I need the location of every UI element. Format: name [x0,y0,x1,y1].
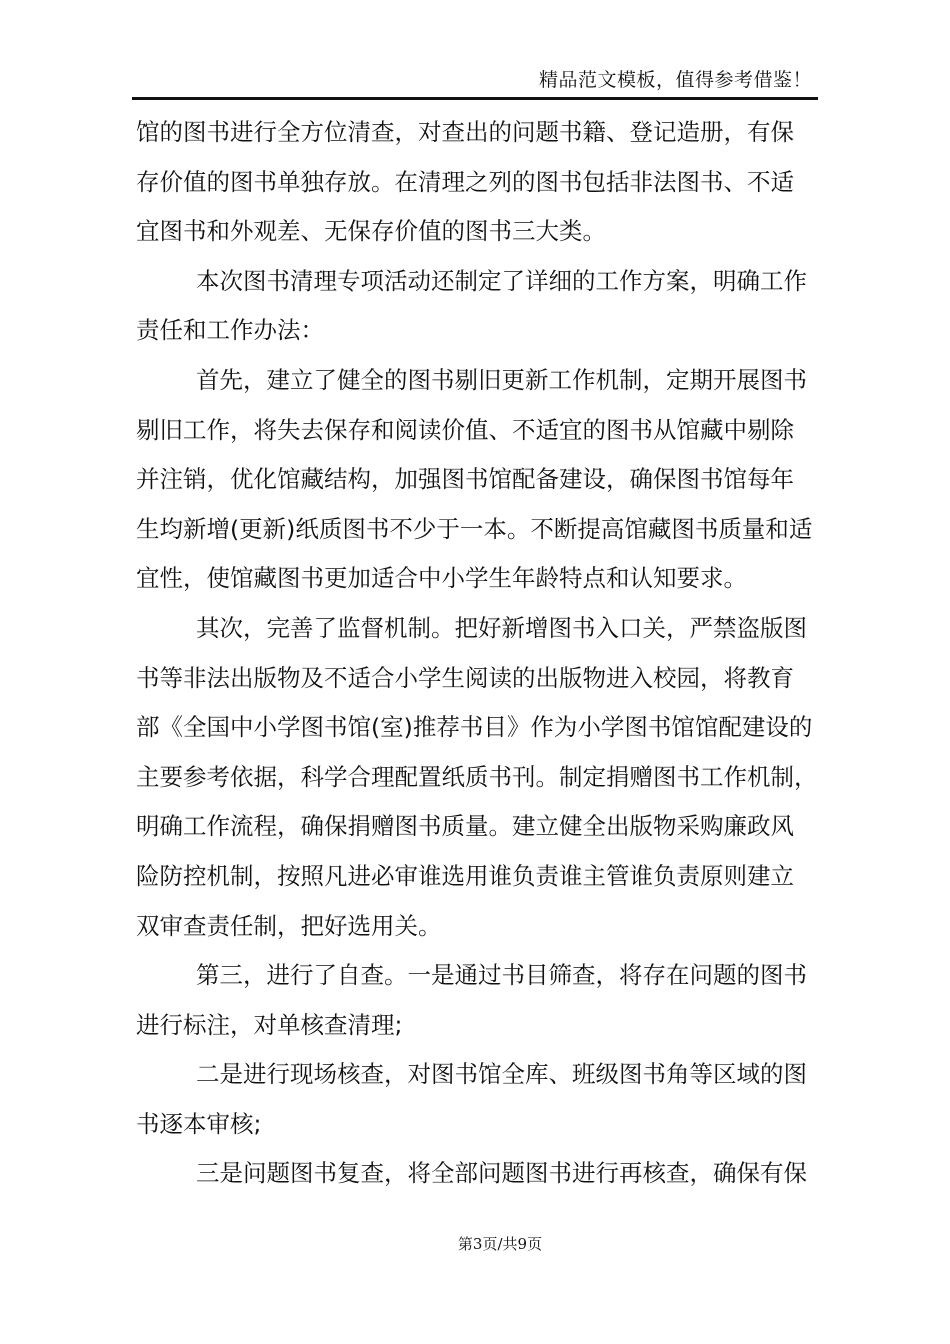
text-line: 宜图书和外观差、无保存价值的图书三大类。 [136,217,606,246]
text-line: 险防控机制，按照凡进必审谁选用谁负责谁主管谁负责原则建立 [136,861,794,890]
text-line: 存价值的图书单独存放。在清理之列的图书包括非法图书、不适 [136,167,794,196]
page-number: 第3页/共9页 [457,1235,543,1253]
text-line: 书逐本审核; [136,1109,262,1138]
paragraph [136,604,820,951]
text-line: 并注销，优化馆藏结构，加强图书馆配备建设，确保图书馆每年 [136,465,794,494]
text-line: 主要参考依据，科学合理配置纸质书刊。制定捐赠图书工作机制， [136,762,818,791]
text-line: 部《全国中小学图书馆(室)推荐书目》作为小学图书馆馆配建设的 [136,713,813,742]
text-line: 生均新增(更新)纸质图书不少于一本。不断提高馆藏图书质量和适 [136,514,813,543]
text-line: 三是问题图书复查，将全部问题图书进行再核查，确保有保 [196,1159,807,1188]
paragraph [136,1149,820,1199]
text-line: 双审查责任制，把好选用关。 [136,911,442,940]
text-line: 明确工作流程，确保捐赠图书质量。建立健全出版物采购廉政风 [136,812,794,841]
text-line: 书等非法出版物及不适合小学生阅读的出版物进入校园，将教育 [136,663,794,692]
text-line: 第三，进行了自查。一是通过书目筛查，将存在问题的图书 [196,961,807,990]
paragraph [136,356,820,604]
text-line: 其次，完善了监督机制。把好新增图书入口关，严禁盗版图 [196,613,807,642]
document-body [136,108,820,1199]
text-line: 本次图书清理专项活动还制定了详细的工作方案，明确工作 [196,266,807,295]
paragraph [136,257,820,356]
paragraph [136,1050,820,1149]
text-line: 馆的图书进行全方位清查，对查出的问题书籍、登记造册，有保 [136,118,794,146]
text-line: 责任和工作办法： [136,316,324,345]
text-line: 二是进行现场核查，对图书馆全库、班级图书角等区域的图 [196,1060,807,1089]
paragraph [136,951,820,1050]
text-line: 宜性，使馆藏图书更加适合中小学生年龄特点和认知要求。 [136,564,747,593]
text-line: 首先，建立了健全的图书剔旧更新工作机制，定期开展图书 [196,365,807,394]
text-line: 剔旧工作，将失去保存和阅读价值、不适宜的图书从馆藏中剔除 [136,415,794,444]
header-divider [132,97,818,100]
page-header-text: 精品范文模板，值得参考借鉴！ [538,69,812,91]
paragraph [136,108,820,257]
text-line: 进行标注，对单核查清理; [136,1010,403,1039]
